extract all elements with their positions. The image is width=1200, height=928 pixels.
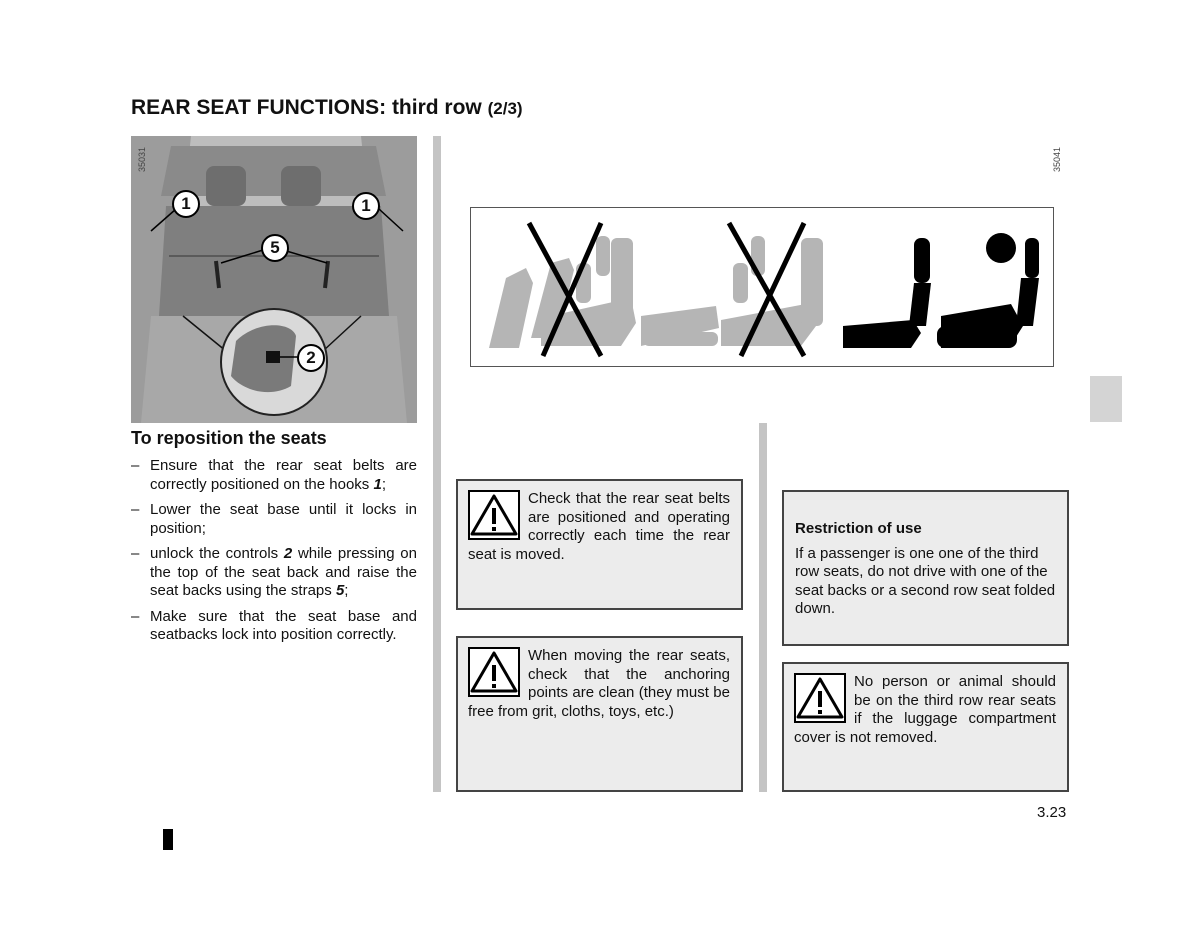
reposition-steps [131,457,417,652]
seat-positions-drawing [471,208,1053,366]
restriction-box [782,490,1069,646]
warning-box-anchoring [456,636,743,792]
callout-1-right: 1 [352,192,380,220]
warning-text-belts: Check that the rear seat belts are positioned and operating correctly each time the rear seat is moved. [468,490,730,563]
list-item: – unlock the controls 2 while pressing on the top of the seat back and raise the seat backs using the straps 5; [131,545,417,599]
print-mark [163,829,173,850]
callout-1-left: 1 [172,190,200,218]
boot-photo [131,136,417,423]
column-divider-left [433,136,441,792]
warning-box-belts [456,479,743,610]
list-item: – Ensure that the rear seat belts are correctly positioned on the hooks 1; [131,457,417,493]
title-text: REAR SEAT FUNCTIONS: third row [131,96,482,119]
list-item: – Lower the seat base until it locks in position; [131,501,417,537]
callout-5: 5 [261,234,289,262]
seat-positions-figure [470,207,1054,367]
warning-triangle-icon [794,673,846,723]
title-part: (2/3) [487,99,523,118]
chapter-tab [1090,376,1122,422]
boot-photo-drawing [131,136,417,423]
warning-triangle-icon [468,647,520,697]
restriction-title: Restriction of use [795,520,922,537]
warning-text-anchoring: When moving the rear seats, check that the anchoring points are clean (they must be free from grit, cloths, toys, etc.) [468,647,730,720]
warning-box-luggage [782,662,1069,792]
reposition-heading: To reposition the seats [131,428,327,448]
column-divider-right [759,423,767,792]
callout-2: 2 [297,344,325,372]
list-item: – Make sure that the seat base and seatbacks lock into position correctly. [131,607,417,643]
figure-right-ref: 35041 [1052,146,1062,172]
warning-text-luggage: No person or animal should be on the third row rear seats if the luggage compartment cover is not removed. [794,673,1056,746]
figure-left-ref: 35031 [137,146,147,172]
page-title [131,96,523,120]
page-number: 3.23 [1037,804,1067,821]
restriction-text: If a passenger is one one of the third row seats, do not drive with one of the seat backs or a second row seat folded down. [795,544,1056,617]
warning-triangle-icon [468,490,520,540]
